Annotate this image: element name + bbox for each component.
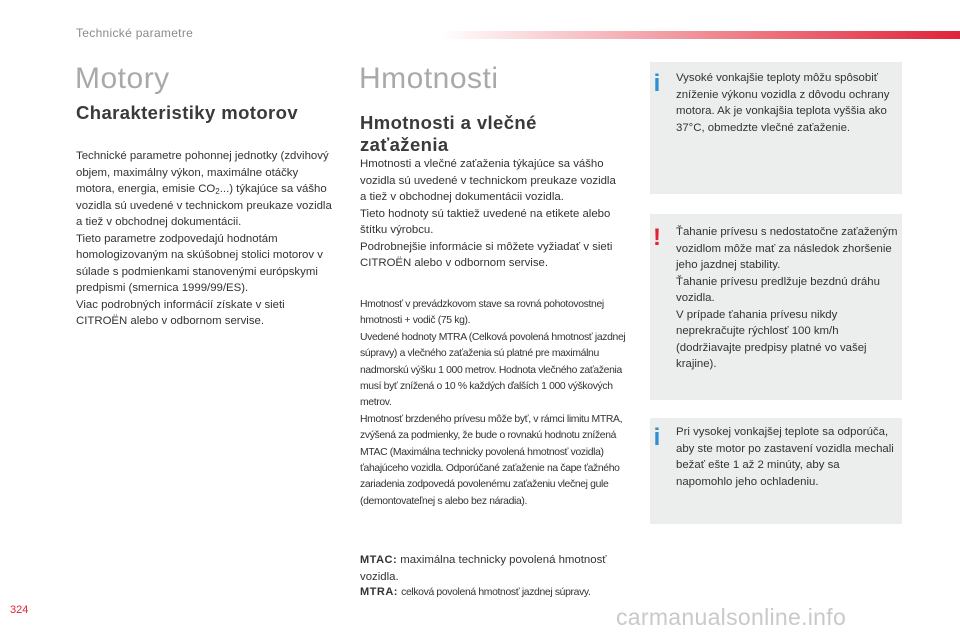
weights-para-2: Tieto hodnoty sú taktiež uvedené na etikete alebo štítku výrobcu. bbox=[360, 207, 611, 236]
definition-term: MTAC: bbox=[360, 554, 398, 566]
note-mtra-altitude: Uvedené hodnoty MTRA (Celková povolená hmotnosť jazdnej súpravy) a vlečného zaťaženia sú platné pre maximálnu nadmorskú výšku 1 000 metrov. Hodnota vlečného zaťaženia musí byť znížená o 10 % každých ďalších 1 000 výškových metrov. bbox=[360, 331, 626, 409]
warning-para-2: Ťahanie prívesu predlžuje bezdnú dráhu vozidla. bbox=[676, 275, 880, 304]
weights-notes bbox=[360, 297, 626, 510]
definition-mtac bbox=[360, 552, 626, 585]
warning-box-text bbox=[676, 224, 898, 373]
warning-para-3: V prípade ťahania prívesu nikdy neprekračujte rýchlosť 100 km/h (dodržiavajte predpisy platné vo vašej krajine). bbox=[676, 308, 867, 370]
subtitle-engine-characteristics: Charakteristiky motorov bbox=[76, 102, 299, 123]
note-braked-trailer: Hmotnosť brzdeného prívesu môže byť, v rámci limitu MTRA, zvýšená za podmienky, že bude o rovnakú hodnotu znížená MTAC (Maximálna technicky povolená hmotnosť vozidla) ťahajúceho vozidla. Odporúčané zaťaženie na čape ťažného zariadenia zodpovedá povolenému zaťaženiu vlečnej gule (demontovateľnej s alebo bez náradia). bbox=[360, 413, 623, 507]
header-title: Technické parametre bbox=[76, 26, 194, 40]
info-box-text: Pri vysokej vonkajšej teplote sa odporúča, aby ste motor po zastavení vozidla mechali bežať ešte 1 až 2 minúty, aby sa napomohlo jeho ochladeniu. bbox=[676, 426, 894, 488]
engine-description bbox=[76, 148, 338, 330]
engine-para-1: Technické parametre pohonnej jednotky (zdvihový objem, maximálny výkon, maximálne otáčky motora, energia, emisie $CO_2$...) týkajúce sa vášho vozidla sú uvedené v technickom preukaze vozidla a tiež v obchodnej dokumentácii. bbox=[76, 150, 332, 228]
engine-para-2: Tieto parametre zodpovedajú hodnotám homologizovaným na skúšobnej stolici motorov v súlade s podmienkami stanovenými európskymi predpismi (smernica 1999/99/ES). bbox=[76, 232, 323, 294]
info-icon: i bbox=[653, 70, 661, 97]
info-box-high-temperature bbox=[650, 62, 902, 194]
note-operating-weight: Hmotnosť v prevádzkovom stave sa rovná pohotovostnej hmotnosti + vodič (75 kg). bbox=[360, 299, 604, 327]
definition-mtra bbox=[360, 584, 630, 602]
info-icon: i bbox=[653, 424, 661, 451]
engine-para-3: Viac podrobných informácií získate v sieti CITROËN alebo v odbornom servise. bbox=[76, 298, 285, 327]
page-number: 324 bbox=[10, 604, 29, 616]
header-accent-bar bbox=[440, 31, 960, 39]
info-box-text: Vysoké vonkajšie teploty môžu spôsobiť zníženie výkonu vozidla z dôvodu ochrany motora. Ak je vonkajšia teplota vyššia ako 37°C, obmedzte vlečné zaťaženie. bbox=[676, 72, 890, 134]
weights-para-1: Hmotnosti a vlečné zaťaženia týkajúce sa vášho vozidla sú uvedené v technickom preukaze vozidla a tiež v obchodnej dokumentácii vozidla. bbox=[360, 158, 616, 203]
section-title-engines: Motory bbox=[75, 62, 170, 95]
weights-description bbox=[360, 156, 622, 272]
definition-text: celková povolená hmotnosť jazdnej súpravy. bbox=[401, 587, 591, 598]
watermark: carmanualsonline.info bbox=[616, 604, 847, 630]
info-box-engine-cooling bbox=[650, 418, 902, 524]
warning-para-1: Ťahanie prívesu s nedostatočne zaťaženým vozidlom môže mať za následok zhoršenie jeho jazdnej stability. bbox=[676, 226, 898, 271]
subtitle-weights-towing: Hmotnosti a vlečné zaťaženia bbox=[360, 112, 537, 155]
definition-text: maximálna technicky povolená hmotnosť vozidla. bbox=[360, 554, 607, 583]
definition-term: MTRA: bbox=[360, 586, 398, 598]
warning-box-towing bbox=[650, 214, 902, 400]
section-title-weights: Hmotnosti bbox=[359, 62, 499, 95]
weights-para-3: Podrobnejšie informácie si môžete vyžiadať v sieti CITROËN alebo v odbornom servise. bbox=[360, 240, 613, 269]
warning-icon: ! bbox=[653, 224, 661, 251]
